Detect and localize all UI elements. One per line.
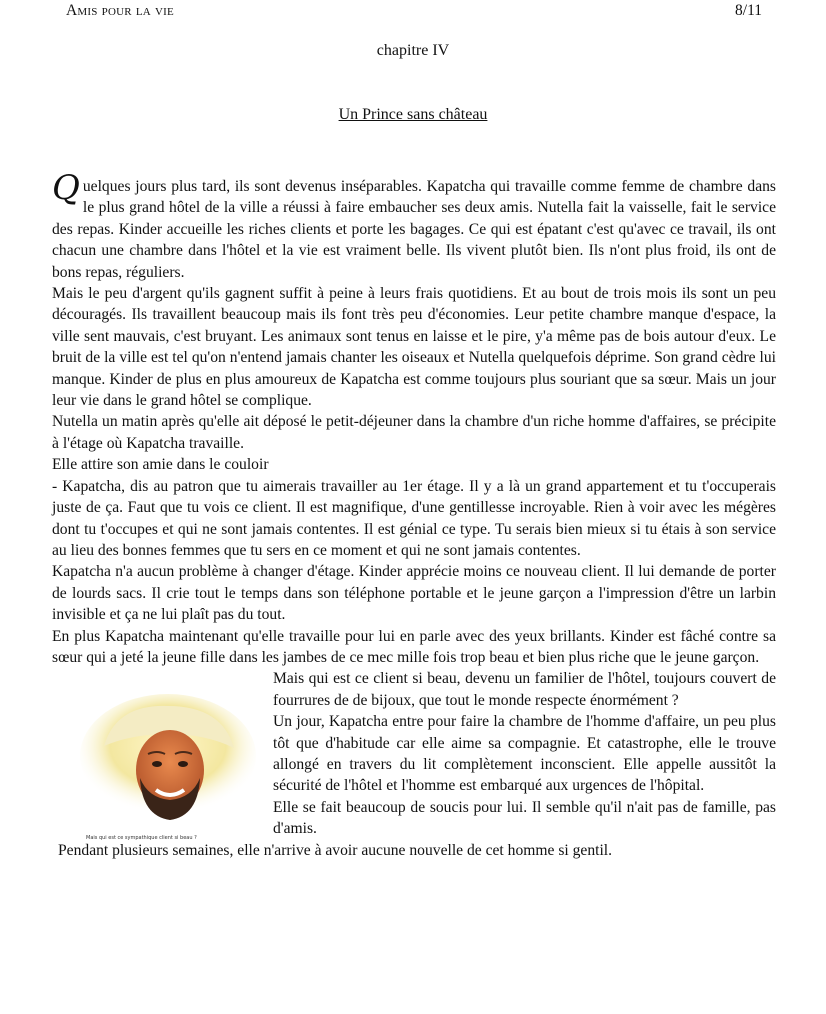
figure-side-text: [273, 668, 776, 839]
portrait-illustration: [76, 694, 256, 844]
figure-section: [52, 668, 776, 842]
paragraph-text: uelques jours plus tard, ils sont devenus inséparables. Kapatcha qui travaille comme femme de chambre dans le plus grand hôtel de la ville a réussi à faire embaucher ses deux amis. Nutella fait la vaisselle, fait le service des repas. Kinder accueille les riches clients et porte les bagages. Ce qui est épatant c'est qu'avec ce travail, ils ont chacun une chambre dans l'hôtel et la vie est vraiment belle. Ils vivent plutôt bien. Ils n'ont plus froid, ils ont de bons repas, réguliers.: [52, 178, 776, 281]
figure-caption: Mais qui est ce sympathique client si beau ?: [86, 835, 197, 842]
paragraph: Mais le peu d'argent qu'ils gagnent suffit à peine à leurs frais quotidiens. Et au bout de trois mois ils sont un peu découragés. Ils travaillent beaucoup mais ils font très peu d'économies. Leur petite chambre manque d'espace, la ville sent mauvais, c'est bruyant. Les animaux sont tenus en laisse et le pire, y'a même pas de bois autour d'eux. Le bruit de la ville est tel qu'on n'entend jamais chanter les oiseaux et Nutella quelquefois déprime. Son grand cèdre lui manque. Kinder de plus en plus amoureux de Kapatcha est comme toujours plus souriant que sa sœur. Mais un jour leur vie dans le grand hôtel se complique.: [52, 285, 776, 410]
chapter-title-text: Un Prince sans château: [338, 106, 488, 123]
header-title: Amis pour la vie: [66, 2, 174, 19]
chapter-heading: chapitre IV: [376, 42, 450, 59]
paragraph: Elle se fait beaucoup de soucis pour lui. Il semble qu'il n'ait pas de famille, pas d'amis.: [273, 798, 776, 838]
paragraph: Elle attire son amie dans le couloir: [52, 456, 269, 474]
paragraph: Un jour, Kapatcha entre pour faire la chambre de l'homme d'affaire, un peu plus tôt que d'habitude car elle aime sa compagnie. Et catastrophe, elle le trouve allongé en travers du lit complètement inconscient. Elle appelle aussitôt la sécurité de l'hôtel et l'homme est embarqué aux urgences de l'hôpital.: [273, 713, 776, 795]
page-header: [66, 2, 762, 24]
body-text: [52, 168, 776, 861]
paragraph: [52, 168, 776, 283]
portrait-image: [76, 694, 256, 844]
paragraph: Nutella un matin après qu'elle ait déposé le petit-déjeuner dans la chambre d'un riche homme d'affaires, se précipite à l'étage où Kapatcha travaille.: [52, 413, 776, 452]
page-number: 8/11: [735, 2, 762, 19]
closing-paragraph: Pendant plusieurs semaines, elle n'arrive à avoir aucune nouvelle de cet homme si gentil.: [58, 841, 613, 859]
paragraph: Kapatcha n'a aucun problème à changer d'étage. Kinder apprécie moins ce nouveau client. Il lui demande de porter de lourds sacs. Il crie tout le temps dans son téléphone portable et le jeune garçon a l'impression d'être un larbin invisible et ça ne lui plaît pas du tout.: [52, 563, 776, 624]
paragraph: Mais qui est ce client si beau, devenu un familier de l'hôtel, toujours couvert de fourrures de de bijoux, que tout le monde respecte énormément ?: [273, 670, 776, 709]
paragraph: - Kapatcha, dis au patron que tu aimerais travailler au 1er étage. Il y a là un grand appartement et tu t'occuperais juste de ça. Faut que tu vois ce client. Il est magnifique, d'une gentillesse incroyable. Rien à voir avec les mégères dont tu t'occupes et qui ne sont jamais contentes. Il est génial ce type. Tu serais bien mieux si tu étais à son service au lieu des bonnes femmes que tu sers en ce moment et qui ne sont jamais contentes.: [52, 477, 776, 559]
chapter-title: [0, 106, 826, 124]
drop-cap: Q: [52, 168, 80, 208]
paragraph: En plus Kapatcha maintenant qu'elle travaille pour lui en parle avec des yeux brillants. Kinder est fâché contre sa sœur qui a jeté la jeune fille dans les jambes de ce mec mille fois trop beau et bien plus riche que le jeune garçon.: [52, 627, 776, 666]
